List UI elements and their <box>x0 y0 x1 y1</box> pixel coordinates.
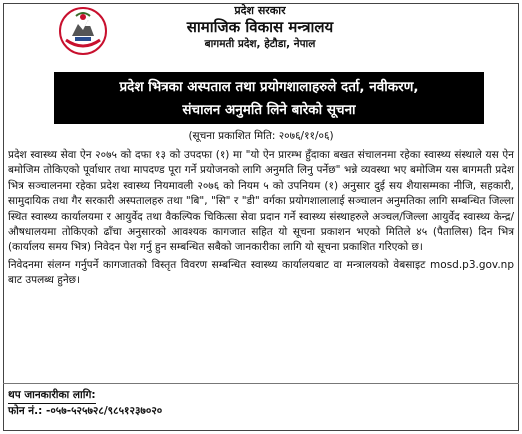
ministry-address: बागमती प्रदेश, हेटौडा, नेपाल <box>204 38 316 50</box>
body-paragraph: निवेदनमा संलग्न गर्नुपर्ने कागजातको विस्तृत विवरण सम्बन्धित स्वास्थ्य कार्यालयबाट वा मन्त्रालयको वेबसाइट mosd.p3.gov.np बाट उपलब्ध हुनेछ। <box>8 258 514 287</box>
notice-title <box>54 72 484 124</box>
notice-title-line2: संचालन अनुमति लिने बारेको सूचना <box>182 102 356 118</box>
body-paragraph: प्रदेश स्वास्थ्य सेवा ऐन २०७५ को दफा १३ को उपदफा (१) मा "यो ऐन प्रारम्भ हुँदाका बखत संचालनमा रहेका स्वास्थ्य संस्थाले यस ऐन बमोजिम तोकिएको पूर्वाधार तथा मापदण्ड पूरा गर्ने प्रयोजनको लागि अनुमति लिनु पर्नेछ" भन्ने व्यवस्था भए बमोजिम यस बागमती प्रदेश भित्र सञ्चालनमा रहेका प्रदेश स्वास्थ्य नियमावली २०७६ को नियम ५ को उपनियम (१) अनुसार दुई सय शैयासम्मका नीजि, सहकारी, सामुदायिक तथा गैर सरकारी अस्पतालहरु तथा "बि", "सि" र "डी" वर्गका प्रयोगशालालाई सञ्चालन अनुमतिका लागि सम्बन्धित जिल्ला स्थित स्वास्थ्य कार्यालयमा र आयुर्वेद तथा वैकल्पिक चिकित्सा सेवा प्रदान गर्ने स्वास्थ्य संस्थाहरुले अञ्चल/जिल्ला आयुर्वेद स्वास्थ्य केन्द्र/औषधालयमा तोकिएको ढाँचा अनुसारको आवश्यक कागजात सहित यो सूचना प्रकाशन भएको मितिले ४५ (पैतालिस) दिन भित्र (कार्यालय समय भित्र) निवेदन पेश गर्नु हुन सम्बन्धित सबैको जानकारीका लागि यो सूचना प्रकाशित गरिएको छ। <box>8 149 514 254</box>
publish-date: (सूचना प्रकाशित मिति: २०७६/११/०६) <box>188 130 334 142</box>
divider <box>3 383 519 384</box>
notice-body <box>8 148 514 289</box>
contact-label: थप जानकारीका लागि: <box>8 388 96 404</box>
government-name: प्रदेश सरकार <box>234 4 286 17</box>
nepal-government-emblem-icon <box>58 6 108 56</box>
ministry-header <box>110 4 410 51</box>
contact-info <box>8 388 162 419</box>
notice-title-line1: प्रदेश भित्रका अस्पताल तथा प्रयोगशालाहरुले दर्ता, नवीकरण, <box>119 79 419 95</box>
ministry-name: सामाजिक विकास मन्त्रालय <box>186 18 334 36</box>
contact-phone: फोन नं.: -०५७-५२५७२८/९८५१२३७०२० <box>8 405 163 417</box>
